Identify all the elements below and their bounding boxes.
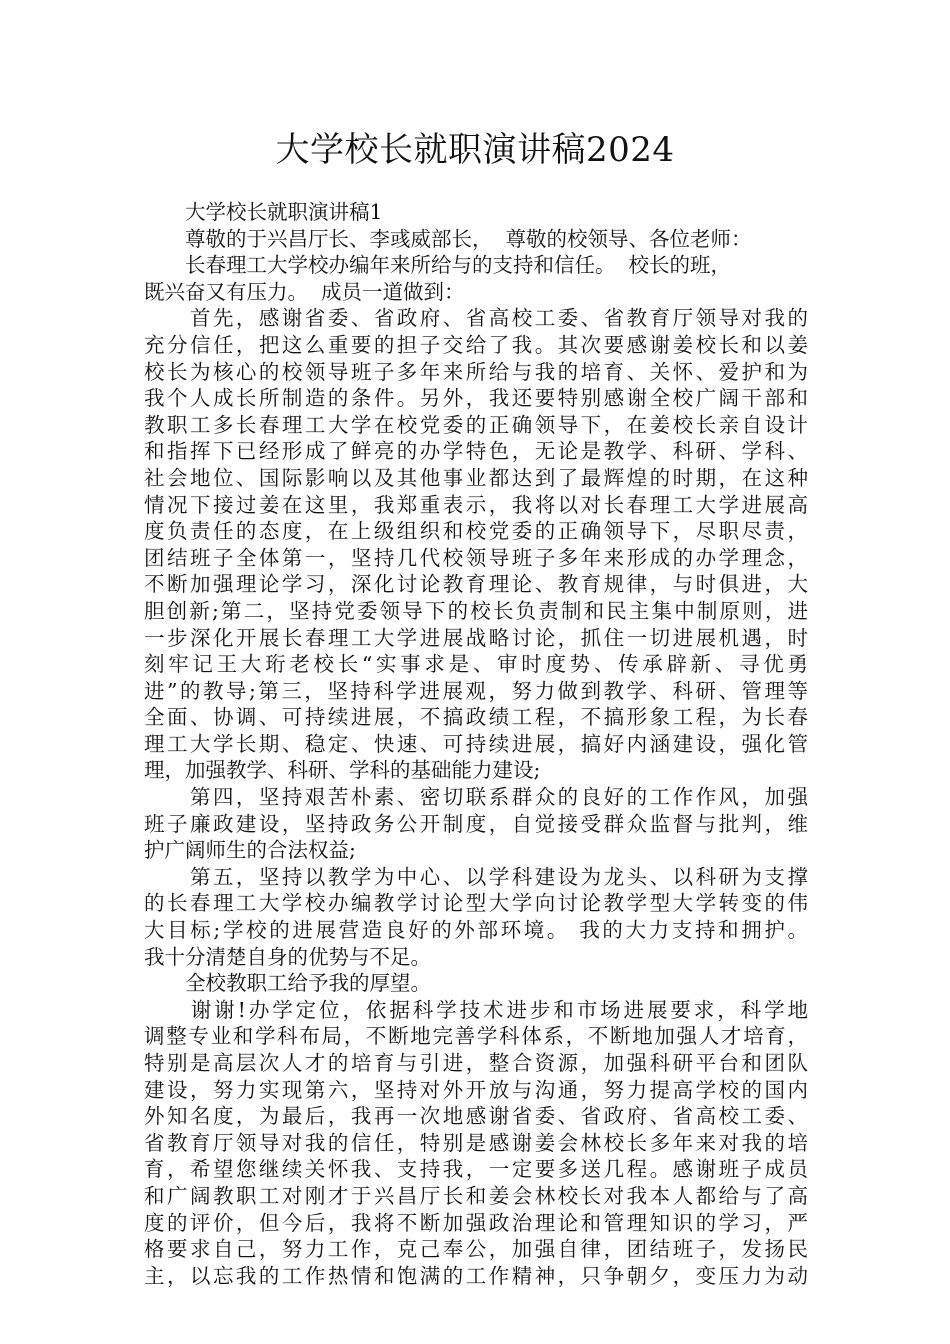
body-line: 和指挥下已经形成了鲜亮的办学特色，无论是教学、科研、学科、 — [144, 439, 808, 464]
body-line: 情况下接过姜在这里，我郑重表示，我将以对长春理工大学进展高 — [144, 492, 808, 517]
body-line: 度负责任的态度，在上级组织和校党委的正确领导下，尽职尽责， — [144, 519, 808, 544]
body-line: 的长春理工大学校办编教学讨论型大学向讨论教学型大学转变的伟 — [144, 891, 808, 916]
document-title: 大学校长就职演讲稿2024 — [275, 130, 675, 170]
body-line: 理，加强教学、科研、学科的基础能力建设; — [144, 758, 541, 783]
body-line: 尊敬的于兴昌厅长、李彧威部长， 尊敬的校领导、各位老师： — [144, 226, 752, 251]
body-line: 大目标;学校的进展营造良好的外部环境。 我的大力支持和拥护。 — [144, 918, 808, 943]
document-body — [144, 199, 808, 1289]
body-line: 理工大学长期、稳定、快速、可持续进展，搞好内涵建设，强化管 — [144, 731, 808, 756]
body-line: 建设，努力实现第六，坚持对外开放与沟通，努力提高学校的国内 — [144, 1077, 808, 1102]
body-line: 刻牢记王大珩老校长“实事求是、审时度势、传承辟新、寻优勇 — [144, 652, 808, 677]
body-line: 第四，坚持艰苦朴素、密切联系群众的良好的工作作风，加强 — [144, 785, 808, 810]
body-line: 调整专业和学科布局，不断地完善学科体系，不断地加强人才培育， — [144, 1024, 808, 1049]
body-line: 首先，感谢省委、省政府、省高校工委、省教育厅领导对我的 — [144, 306, 808, 331]
body-line: 长春理工大学校办编年来所给与的支持和信任。 校长的班， — [144, 253, 732, 278]
body-line: 外知名度，为最后，我再一次地感谢省委、省政府、省高校工委、 — [144, 1104, 808, 1129]
body-line: 省教育厅领导对我的信任，特别是感谢姜会林校长多年来对我的培 — [144, 1130, 808, 1155]
body-line: 和广阔教职工对刚才于兴昌厅长和姜会林校长对我本人都给与了高 — [144, 1183, 808, 1208]
body-line: 护广阔师生的合法权益; — [144, 838, 356, 863]
body-line: 既兴奋又有压力。 成员一道做到： — [144, 279, 465, 304]
body-line: 度的评价，但今后，我将不断加强政治理论和管理知识的学习，严 — [144, 1210, 808, 1235]
body-line: 团结班子全体第一，坚持几代校领导班子多年来形成的办学理念， — [144, 545, 808, 570]
body-line: 进”的教导;第三，坚持科学进展观，努力做到教学、科研、管理等 — [144, 678, 808, 703]
body-line: 充分信任，把这么重要的担子交给了我。其次要感谢姜校长和以姜 — [144, 332, 808, 357]
body-line: 校长为核心的校领导班子多年来所给与我的培育、关怀、爱护和为 — [144, 359, 808, 384]
body-line: 不断加强理论学习，深化讨论教育理论、教育规律，与时俱进，大 — [144, 572, 808, 597]
body-line: 格要求自己，努力工作，克己奉公，加强自律，团结班子，发扬民 — [144, 1237, 808, 1262]
body-line: 社会地位、国际影响以及其他事业都达到了最辉煌的时期，在这种 — [144, 465, 808, 490]
body-line: 大学校长就职演讲稿1 — [144, 200, 383, 224]
body-line: 第五，坚持以教学为中心、以学科建设为龙头、以科研为支撑 — [144, 864, 808, 889]
body-line: 育，希望您继续关怀我、支持我，一定要多送几程。感谢班子成员 — [144, 1157, 808, 1182]
body-line: 全校教职工给予我的厚望。 — [144, 971, 431, 996]
body-line: 主，以忘我的工作热情和饱满的工作精神，只争朝夕，变压力为动 — [144, 1263, 808, 1288]
body-line: 谢谢!办学定位，依据科学技术进步和市场进展要求，科学地 — [144, 997, 808, 1022]
body-line: 特别是高层次人才的培育与引进，整合资源，加强科研平台和团队 — [144, 1051, 808, 1075]
body-line: 我个人成长所制造的条件。另外，我还要特别感谢全校广阔干部和 — [144, 386, 808, 411]
body-line: 班子廉政建设，坚持政务公开制度，自觉接受群众监督与批判，维 — [144, 811, 808, 836]
body-line: 一步深化开展长春理工大学进展战略讨论，抓住一切进展机遇，时 — [144, 625, 808, 650]
body-line: 胆创新;第二，坚持党委领导下的校长负责制和民主集中制原则，进 — [144, 598, 808, 623]
body-line: 全面、协调、可持续进展，不搞政绩工程，不搞形象工程，为长春 — [144, 705, 808, 730]
body-line: 教职工多长春理工大学在校党委的正确领导下，在姜校长亲自设计 — [144, 412, 808, 437]
body-line: 我十分清楚自身的优势与不足。 — [144, 944, 431, 969]
